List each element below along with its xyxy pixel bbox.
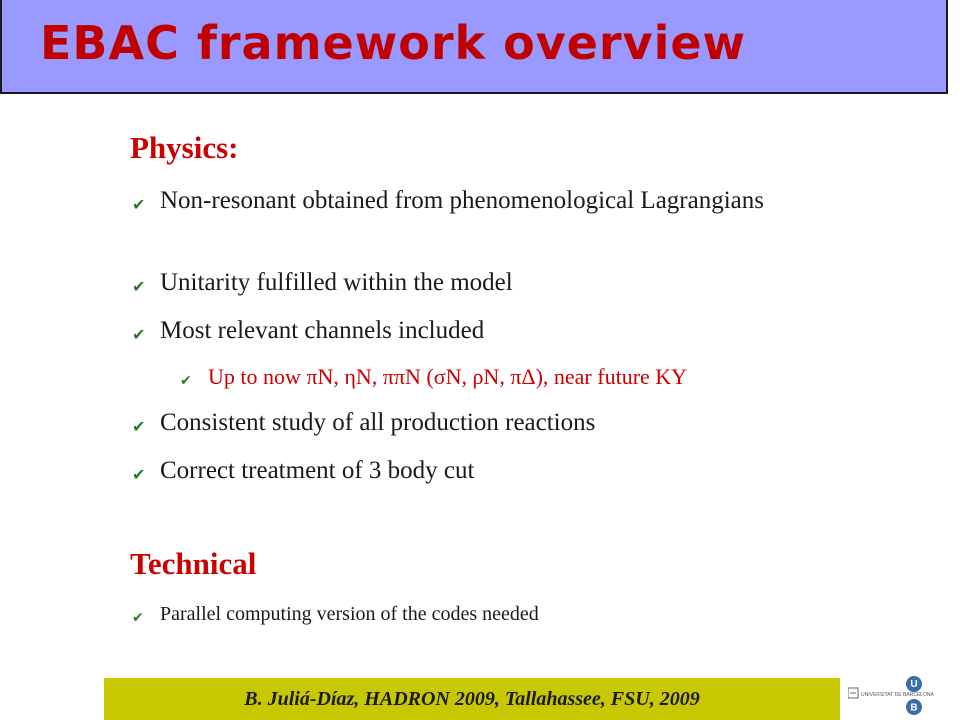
sub-bullet-text: Up to now πN, ηN, ππN (σN, ρN, πΔ), near future KY (208, 364, 688, 389)
check-mark-icon: ✔ (132, 195, 146, 214)
check-mark-icon: ✔ (180, 373, 192, 389)
bullet-item (132, 268, 812, 301)
bullet-text: Non-resonant obtained from phenomenological Lagrangians (160, 187, 764, 214)
bullet-text: Correct treatment of 3 body cut (160, 457, 475, 484)
physics-heading: Physics: (130, 130, 239, 165)
bullet-text: Most relevant channels included (160, 317, 485, 344)
bullet-item (132, 456, 812, 489)
bullet-item (132, 316, 812, 349)
bullet-item (132, 186, 812, 219)
university-logo (848, 672, 948, 718)
check-mark-icon: ✔ (132, 465, 146, 484)
bullet-text: Parallel computing version of the codes needed (160, 603, 539, 625)
slide-title: EBAC framework overview (40, 16, 747, 70)
check-mark-icon: ✔ (132, 417, 146, 436)
bullet-text: Consistent study of all production reactions (160, 409, 596, 436)
logo-letter-u: U (910, 679, 918, 690)
bullet-text: Unitarity fulfilled within the model (160, 269, 513, 296)
check-mark-icon: ✔ (132, 277, 146, 296)
footer-bar (104, 678, 840, 720)
technical-heading: Technical (130, 546, 257, 581)
title-bar (0, 0, 948, 94)
logo-letter-b: B (910, 702, 918, 714)
bullet-item (132, 602, 812, 630)
logo-text: UNIVERSITAT DE BARCELONA (861, 692, 934, 698)
check-mark-icon: ✔ (132, 610, 144, 626)
footer-text: B. Juliá-Díaz, HADRON 2009, Tallahassee, FSU, 2009 (244, 687, 700, 710)
sub-bullet-item (180, 364, 820, 394)
check-mark-icon: ✔ (132, 325, 146, 344)
bullet-item (132, 408, 812, 441)
